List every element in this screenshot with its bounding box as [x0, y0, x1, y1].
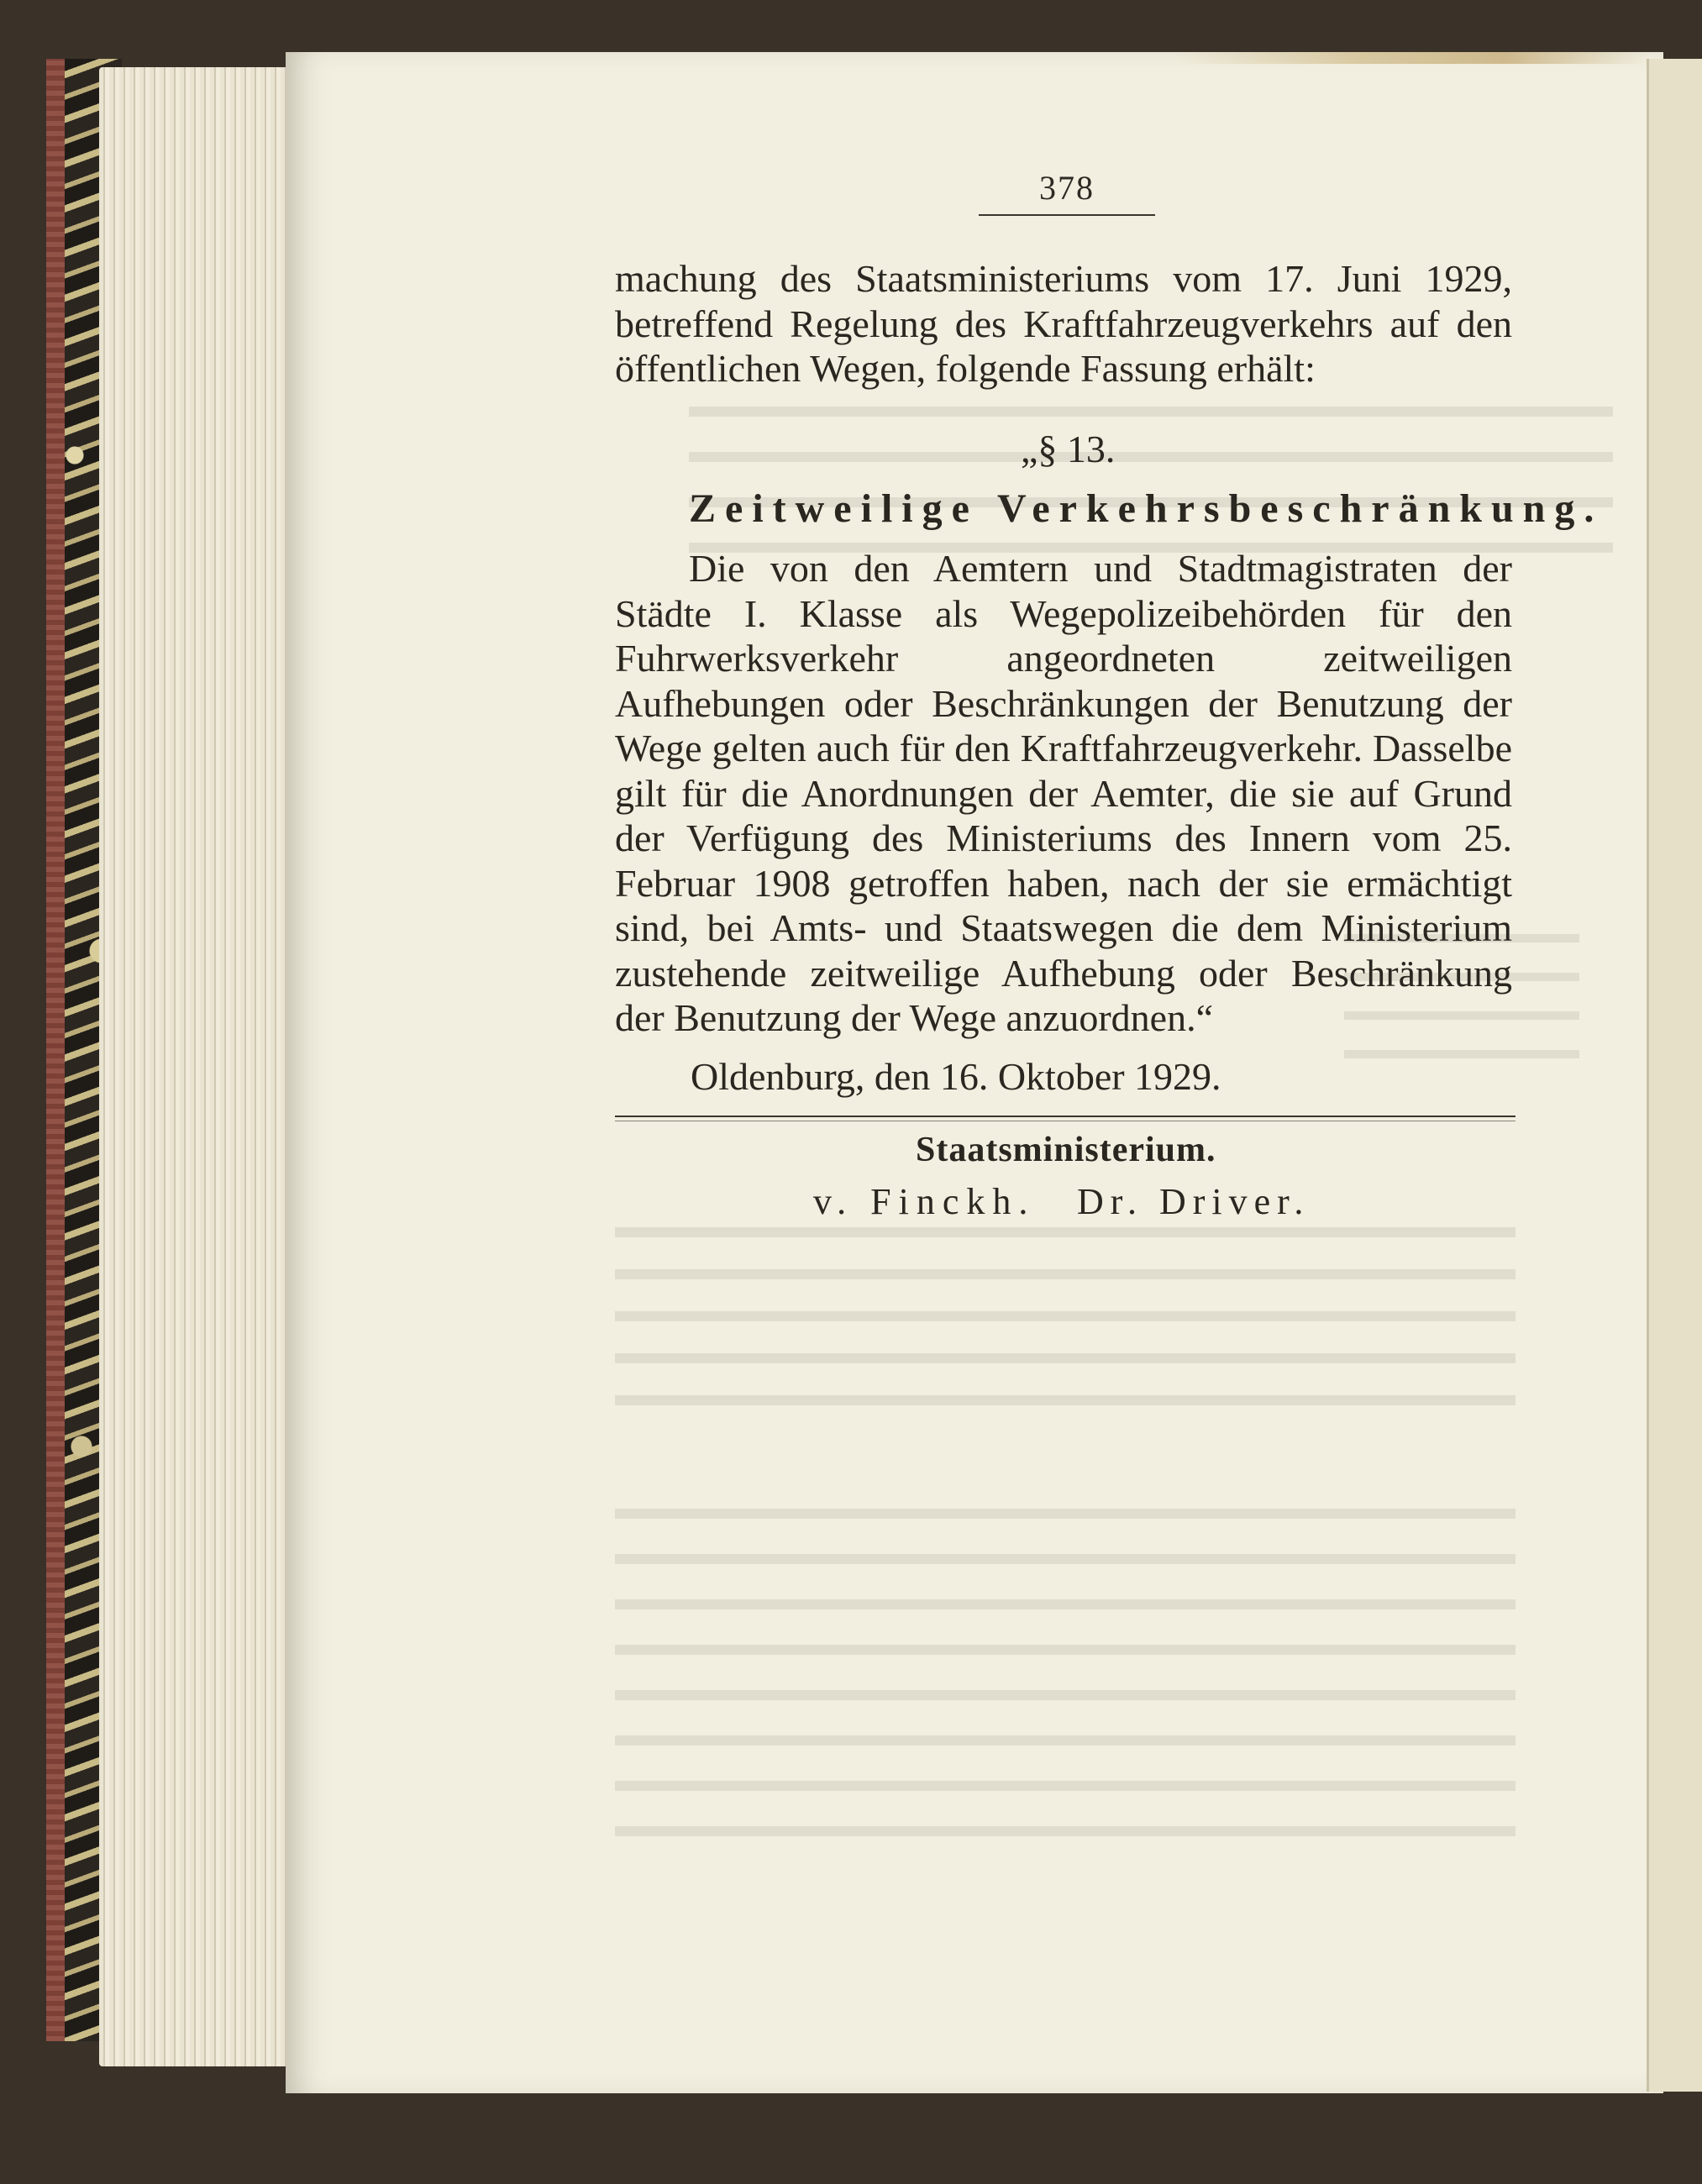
bleed-through	[615, 1222, 1516, 1424]
body-paragraph: Die von den Aemtern und Stadtmagistraten der Städte I. Klasse als Wegepolizeibehörden für den Fuhrwerksverkehr angeordneten zeitweiligen Aufhebungen oder Beschränkungen der Benutzung der Wege gelten auch für den Kraftfahrzeugverkehr. Dasselbe gilt für die Anordnungen der Aemter, die sie auf Grund der Verfügung des Ministeriums des Innern vom 25. Februar 1908 getroffen haben, nach der sie ermächtigt sind, bei Amts- und Staatswegen die dem Ministerium zustehende zeitweilige Aufhebung oder Beschränkung der Benutzung der Wege anzuordnen.“	[615, 547, 1512, 1039]
signature-finckh: v. Finckh.	[813, 1181, 1036, 1222]
bleed-through	[615, 1478, 1516, 1856]
page-number: 378	[1039, 169, 1095, 207]
next-page-edge	[1647, 59, 1702, 2092]
dateline: Oldenburg, den 16. Oktober 1929.	[691, 1055, 1221, 1098]
section-number: „§ 13.	[1021, 428, 1116, 470]
section-title: Zeitweilige Verkehrsbeschränkung.	[689, 486, 1604, 531]
divider	[615, 1116, 1516, 1121]
page-stain	[1176, 52, 1647, 64]
page-number-rule	[979, 214, 1155, 216]
intro-paragraph: machung des Staatsministeriums vom 17. Juni 1929, betreffend Regelung des Kraftfahrzeugverkehrs auf den öffentlichen Wegen, folgende Fassung erhält:	[615, 257, 1512, 390]
cover-spine-edge	[46, 59, 65, 2041]
issuing-authority: Staatsministerium.	[916, 1131, 1216, 1169]
signature-driver: Dr. Driver.	[1077, 1181, 1311, 1222]
